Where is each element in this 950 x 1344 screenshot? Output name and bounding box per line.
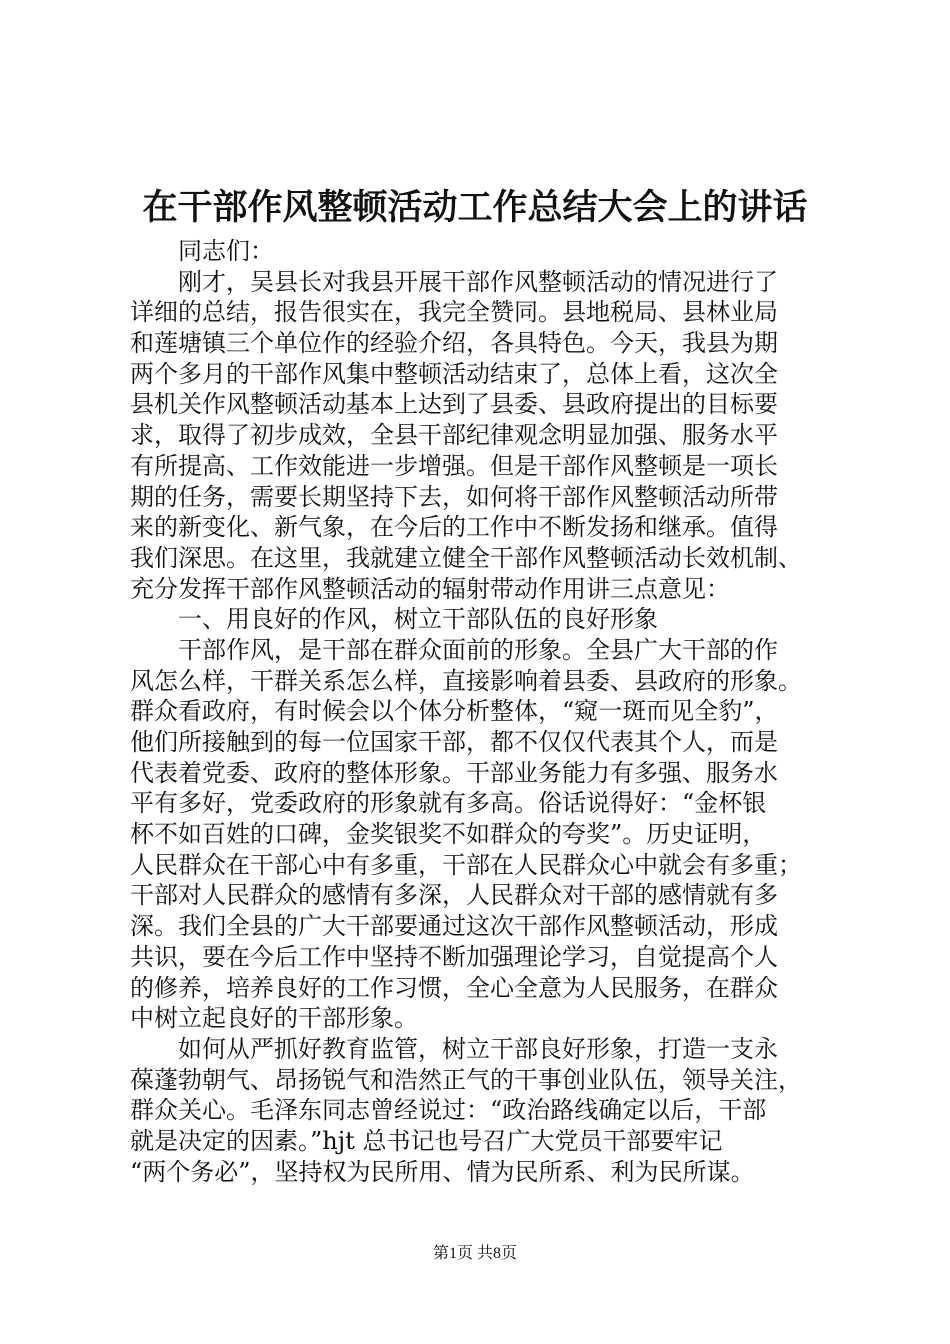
- text-line: 期的任务，需要长期坚持下去，如何将干部作风整顿活动所带: [130, 482, 778, 511]
- text-line: 风怎么样，干群关系怎么样，直接影响着县委、县政府的形象。: [130, 666, 802, 695]
- text-line: 深。我们全县的广大干部要通过这次干部作风整顿活动，形成: [130, 912, 778, 941]
- page-footer: 第1页 共8页: [432, 1245, 517, 1262]
- text-line: 干部对人民群众的感情有多深，人民群众对干部的感情就有多: [130, 881, 778, 910]
- text-line: “两个务必”，坚持权为民所用、情为民所系、利为民所谋。: [130, 1157, 755, 1186]
- text-line: 来的新变化、新气象，在今后的工作中不断发扬和继承。值得: [130, 513, 778, 542]
- document-body: [130, 236, 850, 1187]
- text-line: 充分发挥干部作风整顿活动的辐射带动作用讲三点意见：: [130, 574, 730, 603]
- text-line: 的修养，培养良好的工作习惯，全心全意为人民服务，在群众: [130, 973, 778, 1002]
- text-line: 平有多好，党委政府的形象就有多高。俗话说得好：“金杯银: [130, 789, 767, 818]
- text-line: 他们所接触到的每一位国家干部，都不仅仅代表其个人，而是: [130, 728, 778, 756]
- text-line: 共识，要在今后工作中坚持不断加强理论学习，自觉提高个人: [130, 942, 778, 971]
- text-line: 刚才，吴县长对我县开展干部作风整顿活动的情况进行了: [130, 267, 778, 296]
- text-line: 我们深思。在这里，我就建立健全干部作风整顿活动长效机制、: [130, 543, 802, 572]
- text-line: 中树立起良好的干部形象。: [130, 1004, 418, 1033]
- text-line: 葆蓬勃朝气、昂扬锐气和浩然正气的干事创业队伍，领导关注，: [130, 1065, 802, 1094]
- text-line: 杯不如百姓的口碑，金奖银奖不如群众的夸奖”。历史证明，: [130, 820, 767, 849]
- text-line: 两个多月的干部作风集中整顿活动结束了，总体上看，这次全: [130, 359, 778, 388]
- text-line: 县机关作风整顿活动基本上达到了县委、县政府提出的目标要: [130, 390, 778, 419]
- text-line: 有所提高、工作效能进一步增强。但是干部作风整顿是一项长: [130, 451, 778, 480]
- text-line: 同志们：: [130, 237, 274, 265]
- text-line: 求，取得了初步成效，全县干部纪律观念明显加强、服务水平: [130, 421, 778, 450]
- text-line: 代表着党委、政府的整体形象。干部业务能力有多强、服务水: [130, 758, 778, 787]
- text-line: 群众关心。毛泽东同志曾经说过：“政治路线确定以后，干部: [130, 1096, 767, 1125]
- text-line: 一、用良好的作风，树立干部队伍的良好形象: [130, 605, 658, 634]
- text-line: 详细的总结，报告很实在，我完全赞同。县地税局、县林业局: [130, 298, 778, 327]
- text-line: 和莲塘镇三个单位作的经验介绍，各具特色。今天，我县为期: [130, 329, 778, 358]
- text-line: 群众看政府，有时候会以个体分析整体，“窥一斑而见全豹”，: [130, 697, 779, 726]
- text-line: 就是决定的因素。”hjt 总书记也号召广大党员干部要牢记: [130, 1126, 723, 1155]
- text-line: 干部作风，是干部在群众面前的形象。全县广大干部的作: [130, 635, 778, 664]
- document-title: 在干部作风整顿活动工作总结大会上的讲话: [142, 187, 808, 228]
- text-line: 如何从严抓好教育监管，树立干部良好形象，打造一支永: [130, 1034, 778, 1063]
- text-line: 人民群众在干部心中有多重，干部在人民群众心中就会有多重；: [130, 850, 802, 879]
